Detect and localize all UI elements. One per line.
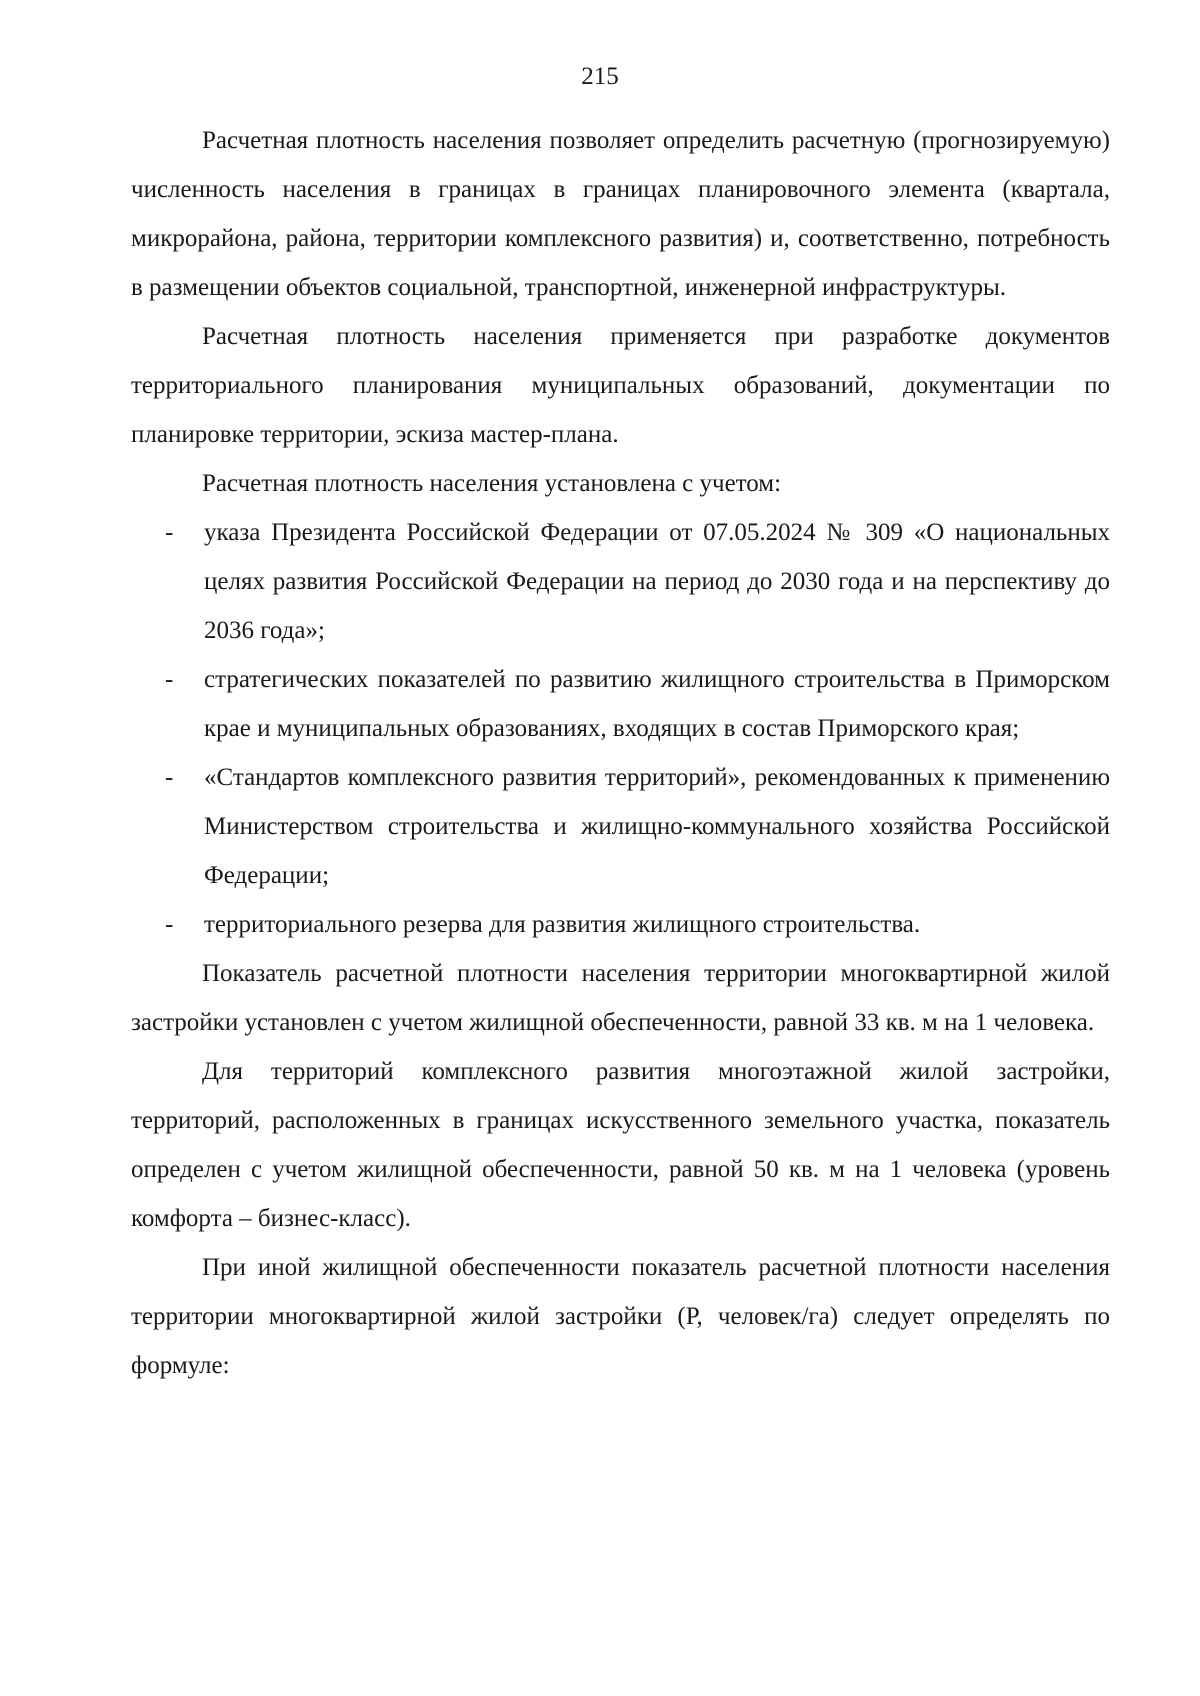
document-body bbox=[131, 116, 1110, 1390]
list-item-text: территориального резерва для развития жилищного строительства. bbox=[204, 911, 921, 938]
list-item bbox=[131, 753, 1110, 900]
basis-list bbox=[131, 508, 1110, 949]
list-item bbox=[131, 655, 1110, 753]
page-number: 215 bbox=[581, 63, 619, 90]
list-dash: - bbox=[165, 666, 174, 693]
paragraph-density-basis-intro: Расчетная плотность населения установлена с учетом: bbox=[202, 470, 782, 497]
list-dash: - bbox=[165, 764, 174, 791]
paragraph-density-50sqm: Для территорий комплексного развития многоэтажной жилой застройки, территорий, расположенных в границах искусственного земельного участка, показатель определен с учетом жилищной обеспеченности, равной 50 кв. м на 1 человека (уровень комфорта – бизнес-класс). bbox=[131, 1058, 1110, 1232]
list-dash: - bbox=[165, 519, 174, 546]
list-item-text: указа Президента Российской Федерации от 07.05.2024 № 309 «О национальных целях развития Российской Федерации на период до 2030 года и на перспективу до 2036 года»; bbox=[204, 519, 1110, 644]
paragraph-formula-intro: При иной жилищной обеспеченности показатель расчетной плотности населения территории многоквартирной жилой застройки (Р, человек/га) следует определять по формуле: bbox=[131, 1254, 1110, 1379]
list-item-text: стратегических показателей по развитию жилищного строительства в Приморском крае и муниципальных образованиях, входящих в состав Приморского края; bbox=[204, 666, 1110, 742]
list-item bbox=[131, 508, 1110, 655]
paragraph-density-application: Расчетная плотность населения применяется при разработке документов территориального планирования муниципальных образований, документации по планировке территории, эскиза мастер-плана. bbox=[131, 323, 1110, 448]
list-item bbox=[131, 900, 1110, 949]
paragraph-density-purpose: Расчетная плотность населения позволяет определить расчетную (прогнозируемую) численность населения в границах в границах планировочного элемента (квартала, микрорайона, района, территории комплексного развития) и, соответственно, потребность в размещении объектов социальной, транспортной, инженерной инфраструктуры. bbox=[131, 127, 1110, 301]
list-dash: - bbox=[165, 911, 174, 938]
paragraph-density-33sqm: Показатель расчетной плотности населения территории многоквартирной жилой застройки установлен с учетом жилищной обеспеченности, равной 33 кв. м на 1 человека. bbox=[131, 960, 1110, 1036]
list-item-text: «Стандартов комплексного развития территорий», рекомендованных к применению Министерством строительства и жилищно-коммунального хозяйства Российской Федерации; bbox=[204, 764, 1110, 889]
